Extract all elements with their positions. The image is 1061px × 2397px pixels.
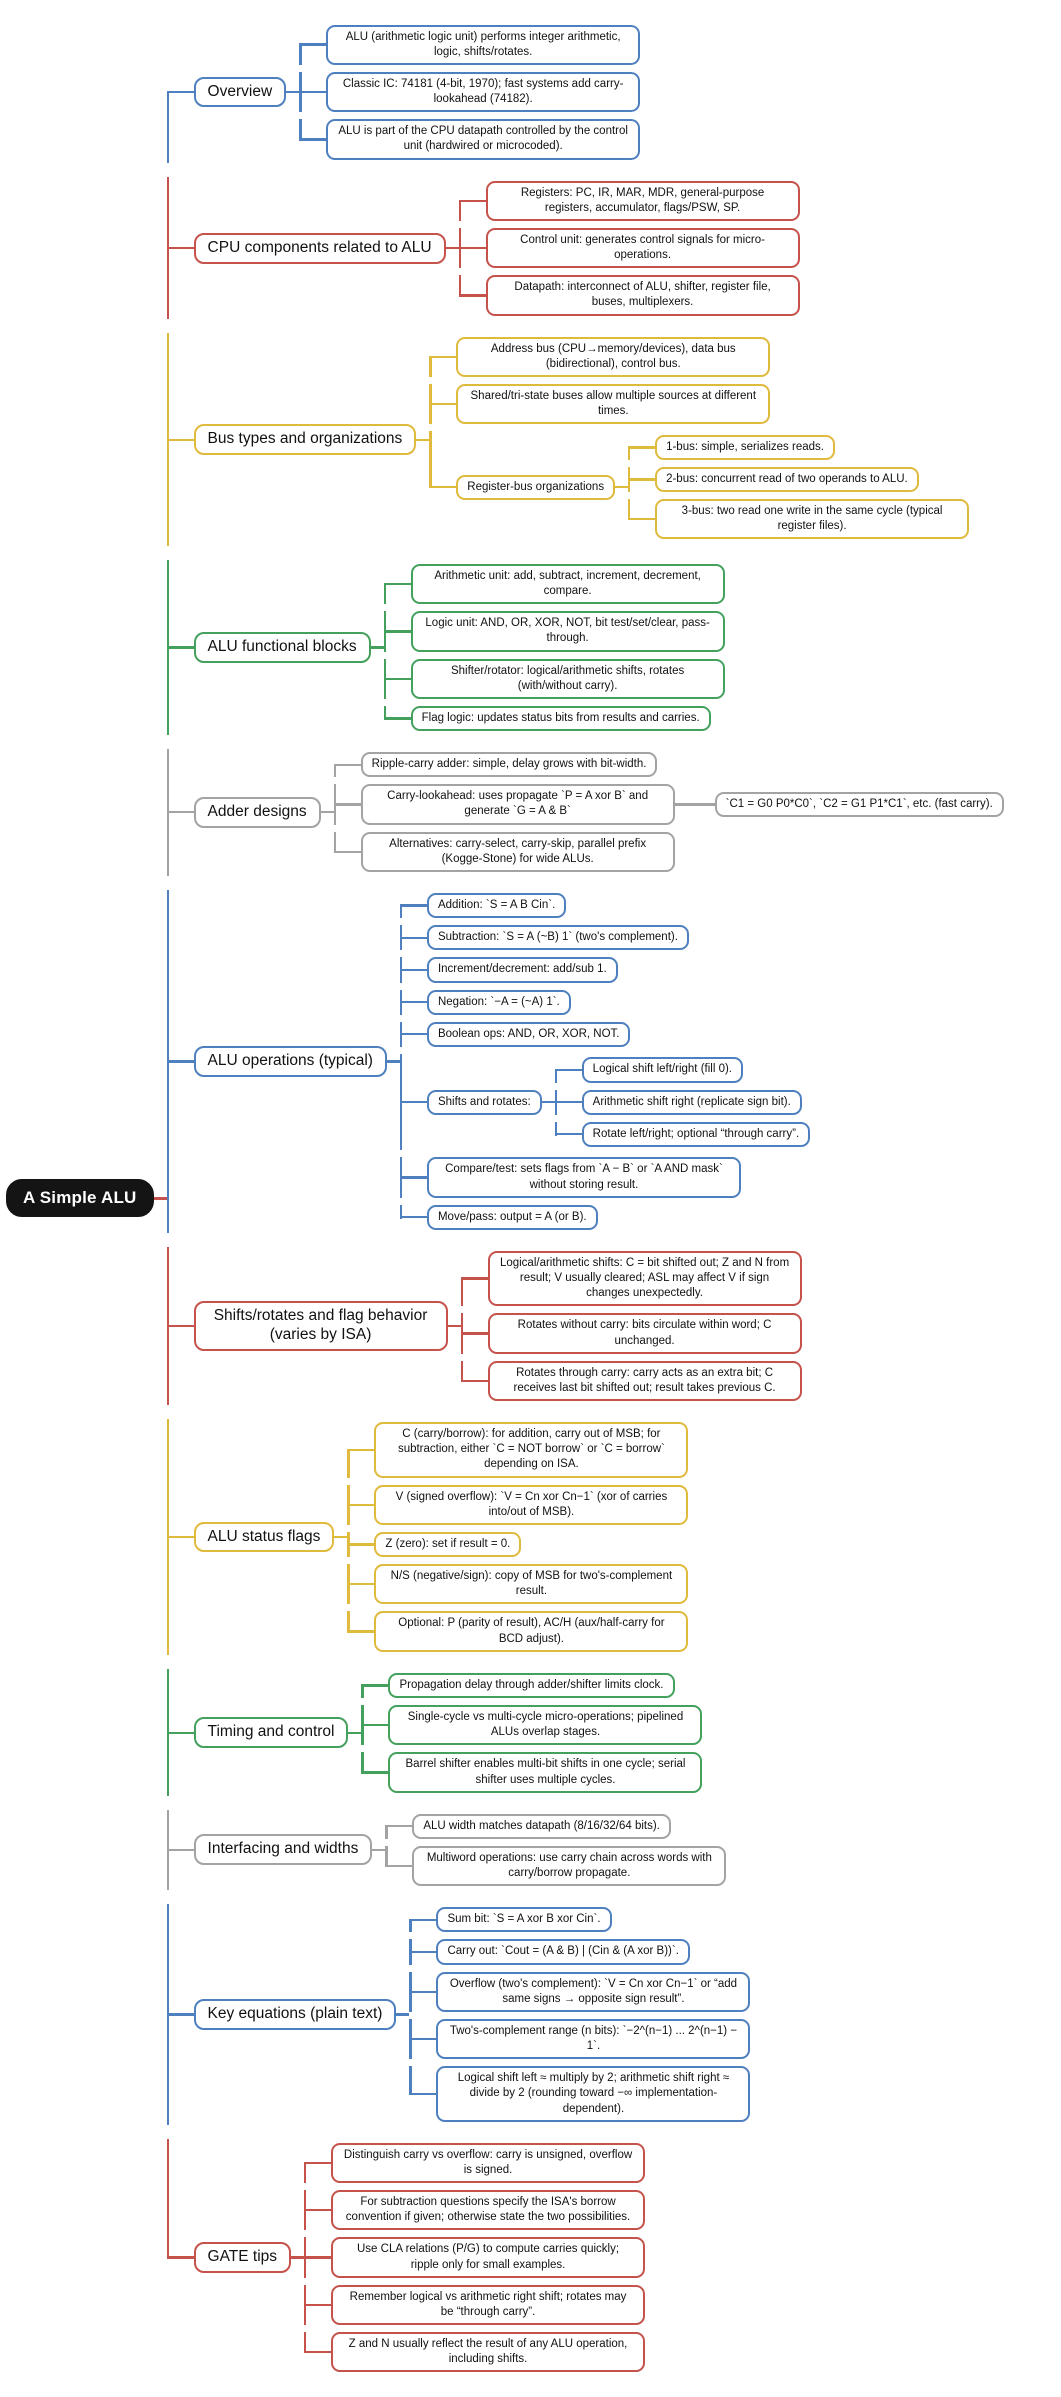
- leaf-node[interactable]: ALU width matches datapath (8/16/32/64 bits).: [412, 1814, 671, 1839]
- tree-row: [582, 1090, 802, 1115]
- topic-node[interactable]: Bus types and organizations: [194, 424, 417, 455]
- branch: [361, 1705, 702, 1745]
- leaf-node[interactable]: Single-cycle vs multi-cycle micro-operations; pipelined ALUs overlap stages.: [388, 1705, 702, 1745]
- tree-row: [331, 2190, 645, 2230]
- tree-row: [411, 706, 711, 731]
- connector-stub: [371, 646, 384, 648]
- branch: [167, 333, 1004, 546]
- tree-row: [331, 2285, 645, 2325]
- tree-row: [194, 1810, 727, 1890]
- leaf-node[interactable]: Boolean ops: AND, OR, XOR, NOT.: [427, 1022, 631, 1047]
- tree-row: [655, 467, 919, 492]
- children-column: [628, 431, 969, 543]
- tree-row: [326, 72, 640, 112]
- branch: [167, 749, 1004, 876]
- leaf-node[interactable]: Compare/test: sets flags from `A − B` or `A AND mask` without storing result.: [427, 1157, 741, 1197]
- tree-row: [488, 1313, 802, 1353]
- tree-row: [374, 1422, 688, 1478]
- branch: [400, 1054, 810, 1151]
- tree-row: [194, 560, 725, 734]
- connector-stub: [387, 1060, 400, 1062]
- connector-stub: [542, 1101, 555, 1103]
- leaf-node[interactable]: Negation: `−A = (~A) 1`.: [427, 990, 571, 1015]
- leaf-node[interactable]: Shifts and rotates:: [427, 1090, 542, 1115]
- leaf-node[interactable]: Sum bit: `S = A xor B xor Cin`.: [436, 1907, 611, 1932]
- leaf-node[interactable]: Increment/decrement: add/sub 1.: [427, 957, 618, 982]
- branch: [347, 1422, 688, 1478]
- tree-row: [361, 832, 675, 872]
- leaf-node[interactable]: Shared/tri-state buses allow multiple sources at different times.: [456, 384, 770, 424]
- leaf-node[interactable]: Flag logic: updates status bits from results and carries.: [411, 706, 711, 731]
- tree-row: [456, 431, 969, 543]
- branch: [347, 1532, 688, 1557]
- tree-row: [194, 749, 1004, 876]
- branch: [409, 1939, 750, 1964]
- tree-row: [411, 611, 725, 651]
- branch: [400, 1022, 810, 1047]
- branch: [361, 1673, 702, 1698]
- tree-row: [427, 1054, 810, 1151]
- branch: [384, 659, 725, 699]
- leaf-node[interactable]: Two's-complement range (n bits): `−2^(n−1) ... 2^(n−1) − 1`.: [436, 2019, 750, 2059]
- branch: [167, 1247, 1004, 1404]
- leaf-node[interactable]: 3-bus: two read one write in the same cycle (typical register files).: [655, 499, 969, 539]
- tree-row: [374, 1485, 688, 1525]
- children-column: [334, 749, 1004, 876]
- children-column: [304, 2139, 645, 2376]
- branch: [384, 706, 725, 731]
- leaf-node[interactable]: Carry-lookahead: uses propagate `P = A xor B` and generate `G = A & B`: [361, 784, 675, 824]
- children-column: [459, 177, 800, 319]
- root-node[interactable]: A Simple ALU: [6, 1179, 154, 1217]
- connector-stub: [396, 2013, 409, 2015]
- branch: [167, 1904, 1004, 2126]
- leaf-node[interactable]: Datapath: interconnect of ALU, shifter, register file, buses, multiplexers.: [486, 275, 800, 315]
- branch: [347, 1485, 688, 1525]
- leaf-node[interactable]: Arithmetic shift right (replicate sign bit).: [582, 1090, 802, 1115]
- tree-row: [374, 1564, 688, 1604]
- tree-row: [374, 1611, 688, 1651]
- leaf-node[interactable]: ALU is part of the CPU datapath controlled by the control unit (hardwired or microcoded).: [326, 119, 640, 159]
- children-column: [385, 1810, 726, 1890]
- branch: [167, 21, 1004, 163]
- connector-stub: [615, 486, 628, 488]
- tree-row: [194, 177, 800, 319]
- branch: [400, 1205, 810, 1230]
- branch: [555, 1122, 810, 1147]
- branch: [461, 1251, 802, 1307]
- tree-row: [411, 564, 725, 604]
- connector-stub: [154, 1197, 167, 1199]
- tree-row: [194, 2139, 645, 2376]
- leaf-node[interactable]: Register-bus organizations: [456, 475, 615, 500]
- branch: [628, 435, 969, 460]
- leaf-node[interactable]: ALU (arithmetic logic unit) performs integer arithmetic, logic, shifts/rotates.: [326, 25, 640, 65]
- branch: [385, 1814, 726, 1839]
- branch: [167, 890, 1004, 1234]
- branch: [304, 2285, 645, 2325]
- topic-node[interactable]: Interfacing and widths: [194, 1834, 373, 1865]
- branch: [167, 2139, 1004, 2376]
- leaf-node[interactable]: Use CLA relations (P/G) to compute carries quickly; ripple only for small examples.: [331, 2237, 645, 2277]
- tree-row: [436, 1939, 689, 1964]
- topic-node[interactable]: GATE tips: [194, 2242, 291, 2273]
- leaf-node[interactable]: For subtraction questions specify the ISA's borrow convention if given; otherwise state the two possibilities.: [331, 2190, 645, 2230]
- connector-stub: [448, 1325, 461, 1327]
- tree-row: [6, 14, 1004, 2383]
- leaf-node[interactable]: Barrel shifter enables multi-bit shifts in one cycle; serial shifter uses multiple cycles.: [388, 1752, 702, 1792]
- children-column: [299, 21, 640, 163]
- tree-row: [436, 2066, 750, 2122]
- connector-stub: [291, 2256, 304, 2258]
- topic-node[interactable]: Shifts/rotates and flag behavior (varies by ISA): [194, 1301, 448, 1351]
- branch: [461, 1361, 802, 1401]
- leaf-node[interactable]: Optional: P (parity of result), AC/H (aux/half-carry for BCD adjust).: [374, 1611, 688, 1651]
- branch: [459, 181, 800, 221]
- branch: [409, 1907, 750, 1932]
- tree-row: [486, 181, 800, 221]
- connector-stub: [321, 811, 334, 813]
- branch: [167, 177, 1004, 319]
- leaf-node[interactable]: N/S (negative/sign): copy of MSB for two's-complement result.: [374, 1564, 688, 1604]
- branch: [429, 337, 969, 377]
- tree-row: [194, 1419, 689, 1656]
- branch: [429, 384, 969, 424]
- tree-row: [194, 890, 811, 1234]
- tree-row: [456, 384, 770, 424]
- tree-row: [456, 337, 770, 377]
- leaf-node[interactable]: Address bus (CPU→memory/devices), data bus (bidirectional), control bus.: [456, 337, 770, 377]
- leaf-node[interactable]: Logic unit: AND, OR, XOR, NOT, bit test/set/clear, pass-through.: [411, 611, 725, 651]
- branch: [347, 1564, 688, 1604]
- branch: [409, 1972, 750, 2012]
- children-column: [384, 560, 725, 734]
- tree-row: [361, 752, 658, 777]
- leaf-node[interactable]: Registers: PC, IR, MAR, MDR, general-purpose registers, accumulator, flags/PSW, SP.: [486, 181, 800, 221]
- branch: [555, 1090, 810, 1115]
- children-column: [347, 1419, 688, 1656]
- leaf-node[interactable]: Rotates without carry: bits circulate within word; C unchanged.: [488, 1313, 802, 1353]
- tree-row: [194, 1669, 703, 1796]
- branch: [167, 1810, 1004, 1890]
- branch: [409, 2066, 750, 2122]
- branch: [334, 752, 1004, 777]
- tree-row: [388, 1752, 702, 1792]
- connector-stub: [675, 803, 688, 805]
- branch: [347, 1611, 688, 1651]
- branch: [400, 1157, 810, 1197]
- leaf-node[interactable]: Carry out: `Cout = (A & B) | (Cin & (A xor B))`.: [436, 1939, 689, 1964]
- topic-node[interactable]: ALU functional blocks: [194, 632, 371, 663]
- leaf-node[interactable]: 2-bus: concurrent read of two operands to ALU.: [655, 467, 919, 492]
- topic-node[interactable]: Key equations (plain text): [194, 1999, 397, 2030]
- tree-row: [427, 1157, 741, 1197]
- branch: [459, 275, 800, 315]
- leaf-node[interactable]: V (signed overflow): `V = Cn xor Cn−1` (xor of carries into/out of MSB).: [374, 1485, 688, 1525]
- branch: [304, 2237, 645, 2277]
- branch: [304, 2143, 645, 2183]
- tree-row: [411, 659, 725, 699]
- tree-row: [655, 499, 969, 539]
- tree-row: [436, 1972, 750, 2012]
- connector-stub: [286, 91, 299, 93]
- leaf-node[interactable]: Rotates through carry: carry acts as an extra bit; C receives last bit shifted out; result takes previous C.: [488, 1361, 802, 1401]
- leaf-node[interactable]: 1-bus: simple, serializes reads.: [655, 435, 835, 460]
- leaf-node[interactable]: Overflow (two's complement): `V = Cn xor Cn−1` or “add same signs → opposite sign result”.: [436, 1972, 750, 2012]
- branch: [299, 119, 640, 159]
- branch: [304, 2332, 645, 2372]
- branch: [361, 1752, 702, 1792]
- leaf-node[interactable]: Addition: `S = A B Cin`.: [427, 893, 566, 918]
- tree-row: [486, 228, 800, 268]
- tree-row: [427, 925, 689, 950]
- tree-row: [655, 435, 835, 460]
- tree-row: [326, 119, 640, 159]
- leaf-node[interactable]: C (carry/borrow): for addition, carry out of MSB; for subtraction, either `C = NOT borrow` or `C = borrow` depending on ISA.: [374, 1422, 688, 1478]
- leaf-node[interactable]: Alternatives: carry-select, carry-skip, parallel prefix (Kogge-Stone) for wide ALUs.: [361, 832, 675, 872]
- topic-node[interactable]: Timing and control: [194, 1717, 349, 1748]
- branch: [400, 925, 810, 950]
- tree-row: [488, 1361, 802, 1401]
- branch: [304, 2190, 645, 2230]
- branch: [299, 25, 640, 65]
- children-column: [400, 890, 810, 1234]
- branch: [299, 72, 640, 112]
- leaf-node[interactable]: Logical shift left/right (fill 0).: [582, 1057, 743, 1082]
- branch: [167, 1419, 1004, 1656]
- tree-row: [374, 1532, 521, 1557]
- leaf-node[interactable]: Z (zero): set if result = 0.: [374, 1532, 521, 1557]
- tree-row: [388, 1705, 702, 1745]
- leaf-node[interactable]: Distinguish carry vs overflow: carry is unsigned, overflow is signed.: [331, 2143, 645, 2183]
- branch: [400, 893, 810, 918]
- tree-row: [194, 333, 970, 546]
- branch: [167, 1669, 1004, 1796]
- tree-row: [486, 275, 800, 315]
- leaf-node[interactable]: Propagation delay through adder/shifter limits clock.: [388, 1673, 674, 1698]
- tree-row: [388, 1673, 674, 1698]
- children-column: [361, 1669, 702, 1796]
- leaf-node[interactable]: `C1 = G0 P0*C0`, `C2 = G1 P1*C1`, etc. (fast carry).: [715, 792, 1004, 817]
- leaf-node[interactable]: Multiword operations: use carry chain across words with carry/borrow propagate.: [412, 1846, 726, 1886]
- leaf-node[interactable]: Classic IC: 74181 (4-bit, 1970); fast systems add carry-lookahead (74182).: [326, 72, 640, 112]
- branch: [459, 228, 800, 268]
- leaf-node[interactable]: Logical/arithmetic shifts: C = bit shifted out; Z and N from result; V usually cleared; ASL may affect V if sign changes unexpectedly.: [488, 1251, 802, 1307]
- leaf-node[interactable]: Control unit: generates control signals for micro-operations.: [486, 228, 800, 268]
- tree-row: [331, 2332, 645, 2372]
- tree-row: [427, 1022, 631, 1047]
- connector-stub: [334, 1536, 347, 1538]
- tree-row: [194, 21, 641, 163]
- tree-row: [331, 2237, 645, 2277]
- mindmap-tree: [6, 14, 1004, 2383]
- topic-node[interactable]: Overview: [194, 77, 287, 108]
- branch: [409, 2019, 750, 2059]
- leaf-node[interactable]: Ripple-carry adder: simple, delay grows with bit-width.: [361, 752, 658, 777]
- tree-row: [715, 792, 1004, 817]
- tree-row: [194, 1247, 802, 1404]
- tree-row: [582, 1057, 743, 1082]
- tree-row: [582, 1122, 810, 1147]
- leaf-node[interactable]: Subtraction: `S = A (~B) 1` (two's complement).: [427, 925, 689, 950]
- branch: [384, 611, 725, 651]
- leaf-node[interactable]: Rotate left/right; optional “through carry”.: [582, 1122, 810, 1147]
- leaf-node[interactable]: Z and N usually reflect the result of any ALU operation, including shifts.: [331, 2332, 645, 2372]
- branch: [688, 792, 1004, 817]
- branch: [555, 1057, 810, 1082]
- branch: [334, 784, 1004, 824]
- topic-node[interactable]: ALU status flags: [194, 1522, 335, 1553]
- branch: [429, 431, 969, 543]
- branch: [384, 564, 725, 604]
- branch: [461, 1313, 802, 1353]
- branch: [334, 832, 1004, 872]
- connector-stub: [348, 1732, 361, 1734]
- connector-stub: [416, 439, 429, 441]
- children-column: [429, 333, 969, 546]
- topic-node[interactable]: Adder designs: [194, 797, 321, 828]
- tree-row: [427, 1205, 598, 1230]
- branch: [628, 467, 969, 492]
- branch: [400, 957, 810, 982]
- tree-row: [412, 1846, 726, 1886]
- branch: [400, 990, 810, 1015]
- leaf-node[interactable]: Remember logical vs arithmetic right shift; rotates may be “through carry”.: [331, 2285, 645, 2325]
- children-column: [461, 1247, 802, 1404]
- tree-row: [427, 957, 618, 982]
- branch: [167, 560, 1004, 734]
- tree-row: [412, 1814, 671, 1839]
- connector-stub: [372, 1849, 385, 1851]
- leaf-node[interactable]: Shifter/rotator: logical/arithmetic shifts, rotates (with/without carry).: [411, 659, 725, 699]
- leaf-node[interactable]: Move/pass: output = A (or B).: [427, 1205, 598, 1230]
- topic-node[interactable]: CPU components related to ALU: [194, 233, 446, 264]
- tree-row: [427, 990, 571, 1015]
- connector-stub: [446, 247, 459, 249]
- branch: [628, 499, 969, 539]
- tree-row: [427, 893, 566, 918]
- children-column: [409, 1904, 750, 2126]
- children-column: [167, 14, 1004, 2383]
- tree-row: [326, 25, 640, 65]
- leaf-node[interactable]: Arithmetic unit: add, subtract, increment, decrement, compare.: [411, 564, 725, 604]
- topic-node[interactable]: ALU operations (typical): [194, 1046, 387, 1077]
- children-column: [688, 788, 1004, 820]
- tree-row: [436, 1907, 611, 1932]
- tree-row: [488, 1251, 802, 1307]
- tree-row: [436, 2019, 750, 2059]
- children-column: [555, 1054, 810, 1151]
- tree-row: [361, 784, 1004, 824]
- tree-row: [194, 1904, 751, 2126]
- tree-row: [331, 2143, 645, 2183]
- branch: [385, 1846, 726, 1886]
- leaf-node[interactable]: Logical shift left ≈ multiply by 2; arithmetic shift right ≈ divide by 2 (rounding toward −∞ implementation-dependent).: [436, 2066, 750, 2122]
